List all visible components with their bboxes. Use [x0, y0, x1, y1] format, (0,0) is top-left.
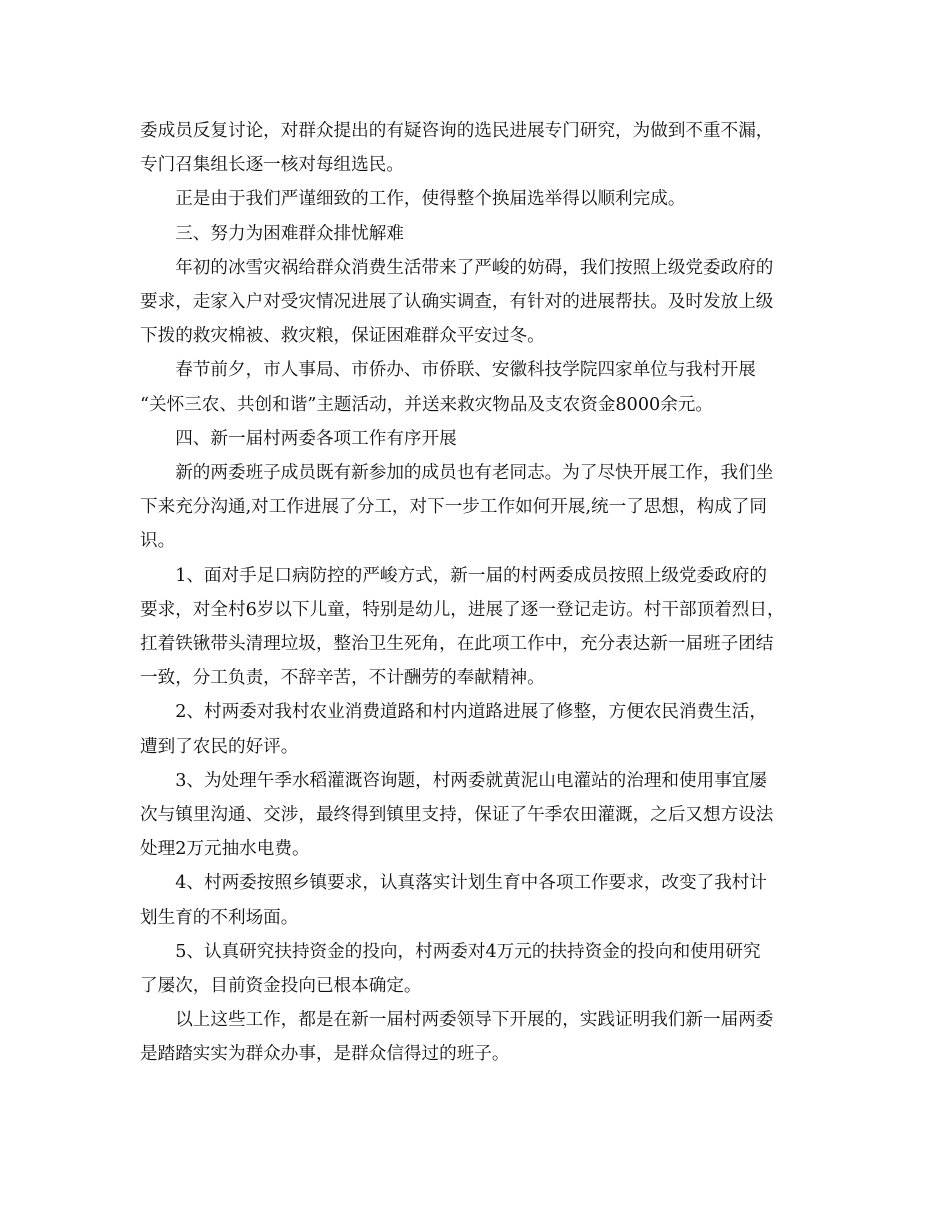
document-body [140, 114, 824, 1072]
list-item-paragraph: 5、认真研究扶持资金的投向，村两委对4万元的扶持资金的投向和使用研究 了屡次，目前资金投向已根本确定。 [140, 941, 761, 997]
paragraph: 新的两委班子成员既有新参加的成员也有老同志。为了尽快开展工作，我们坐 下来充分沟通,对工作进展了分工，对下一步工作如何开展,统一了思想，构成了同 识。 [140, 463, 774, 552]
list-item-paragraph: 2、村两委对我村农业消费道路和村内道路进展了修整，方便农民消费生活， 遭到了农民的好评。 [140, 702, 767, 757]
list-item-paragraph: 1、面对手足口病防控的严峻方式，新一届的村两委成员按照上级党委政府的 要求，对全村6岁以下儿童，特别是幼儿，进展了逐一登记走访。村干部顶着烈日， 扛着铁锹带头清理垃圾，整治卫生死角，在此项工作中，充分表达新一届班子团结 一致，分工负责，不辞辛苦，不计酬劳的奉献精神。 [140, 565, 785, 689]
closing-paragraph: 以上这些工作，都是在新一届村两委领导下开展的，实践证明我们新一届两委 是踏踏实实为群众办事，是群众信得过的班子。 [140, 1010, 774, 1065]
paragraph-continuation: 委成员反复讨论，对群众提出的有疑咨询的选民进展专门研究，为做到不重不漏， 专门召集组长逐一核对每组选民。 [140, 121, 774, 176]
section-heading: 三、努力为困难群众排忧解难 [175, 223, 404, 244]
paragraph: 春节前夕，市人事局、市侨办、市侨联、安徽科技学院四家单位与我村开展 “关怀三农、共创和谐”主题活动，并送来救灾物品及支农资金8000余元。 [140, 360, 756, 415]
section-heading: 四、新一届村两委各项工作有序开展 [175, 428, 457, 449]
paragraph: 年初的冰雪灾祸给群众消费生活带来了严峻的妨碍，我们按照上级党委政府的 要求，走家入户对受灾情况进展了认确实调查，有针对的进展帮扶。及时发放上级 下拨的救灾棉被、救灾粮，保证困难群众平安过冬。 [140, 257, 774, 347]
list-item-paragraph: 3、为处理午季水稻灌溉咨询题，村两委就黄泥山电灌站的治理和使用事宜屡 次与镇里沟通、交涉，最终得到镇里支持，保证了午季农田灌溉，之后又想方设法 处理2万元抽水电费。 [140, 770, 774, 860]
paragraph: 正是由于我们严谨细致的工作，使得整个换届选举得以顺利完成。 [175, 189, 686, 210]
list-item-paragraph: 4、村两委按照乡镇要求，认真落实计划生育中各项工作要求，改变了我村计 划生育的不利场面。 [140, 873, 767, 928]
